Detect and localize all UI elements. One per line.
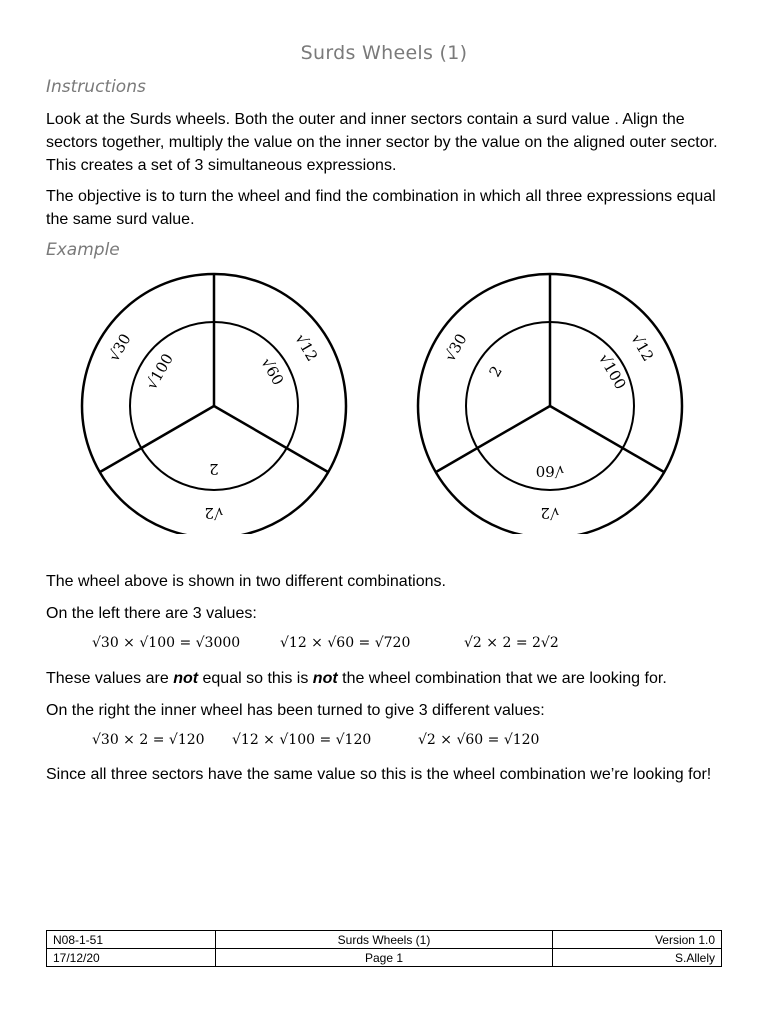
- left-outer-label-2: √12: [291, 330, 322, 365]
- not-equal-part-3: the wheel combination that we are looking for.: [337, 670, 667, 687]
- right-inner-label-1: 2: [485, 362, 506, 381]
- left-values-intro: On the left there are 3 values:: [46, 605, 257, 622]
- footer-doc-title: Surds Wheels (1): [216, 931, 553, 949]
- left-outer-label-3: √2: [204, 504, 224, 522]
- left-expression-1: √30 × √100 = √3000: [92, 635, 241, 651]
- right-inner-label-3: √60: [535, 462, 565, 480]
- instructions-paragraph-1: Look at the Surds wheels. Both the outer and inner sectors contain a surd value . Align the sectors together, multiply the value on the inner sector by the value on the aligned outer sector. This creates a set of 3 simultaneous expressions.: [46, 111, 718, 174]
- right-outer-label-3: √2: [540, 504, 560, 522]
- right-outer-label-2: √12: [627, 330, 658, 365]
- right-expression-3: √2 × √60 = √120: [418, 732, 540, 748]
- example-heading: Example: [46, 240, 120, 260]
- right-expression-2: √12 × √100 = √120: [232, 732, 372, 748]
- right-inner-label-2: √100: [594, 350, 630, 393]
- right-expression-1: √30 × 2 = √120: [92, 732, 205, 748]
- left-inner-label-3: 2: [209, 460, 219, 478]
- not-equal-text: [46, 667, 726, 690]
- not-emphasis-1: not: [173, 670, 199, 687]
- two-combinations-text: The wheel above is shown in two different combinations.: [46, 573, 446, 590]
- left-surds-wheel: [60, 272, 370, 534]
- footer-date: 17/12/20: [47, 949, 216, 967]
- footer-row-2: [47, 949, 722, 967]
- left-expression-2: √12 × √60 = √720: [280, 635, 411, 651]
- footer-table: [46, 930, 722, 967]
- not-emphasis-2: not: [312, 670, 338, 687]
- instructions-paragraph-2: The objective is to turn the wheel and find the combination in which all three expressions equal the same surd value.: [46, 188, 716, 228]
- page-title: Surds Wheels (1): [300, 42, 468, 64]
- left-outer-label-1: √30: [104, 330, 135, 365]
- conclusion-text: Since all three sectors have the same value so this is the wheel combination we’re looking for!: [46, 766, 712, 783]
- left-expression-3: √2 × 2 = 2√2: [464, 635, 559, 651]
- not-equal-part-2: equal so this is: [198, 670, 313, 687]
- left-inner-label-2: √60: [257, 354, 288, 389]
- not-equal-part-1: These values are: [46, 670, 174, 687]
- footer-author: S.Allely: [553, 949, 722, 967]
- right-surds-wheel: [396, 272, 708, 534]
- right-outer-label-1: √30: [440, 330, 471, 365]
- footer-version: Version 1.0: [553, 931, 722, 949]
- right-values-intro: On the right the inner wheel has been turned to give 3 different values:: [46, 702, 545, 719]
- footer-code: N08-1-51: [47, 931, 216, 949]
- footer-page: Page 1: [216, 949, 553, 967]
- footer-row-1: [47, 931, 722, 949]
- instructions-heading: Instructions: [46, 77, 146, 97]
- left-inner-label-1: √100: [142, 350, 178, 393]
